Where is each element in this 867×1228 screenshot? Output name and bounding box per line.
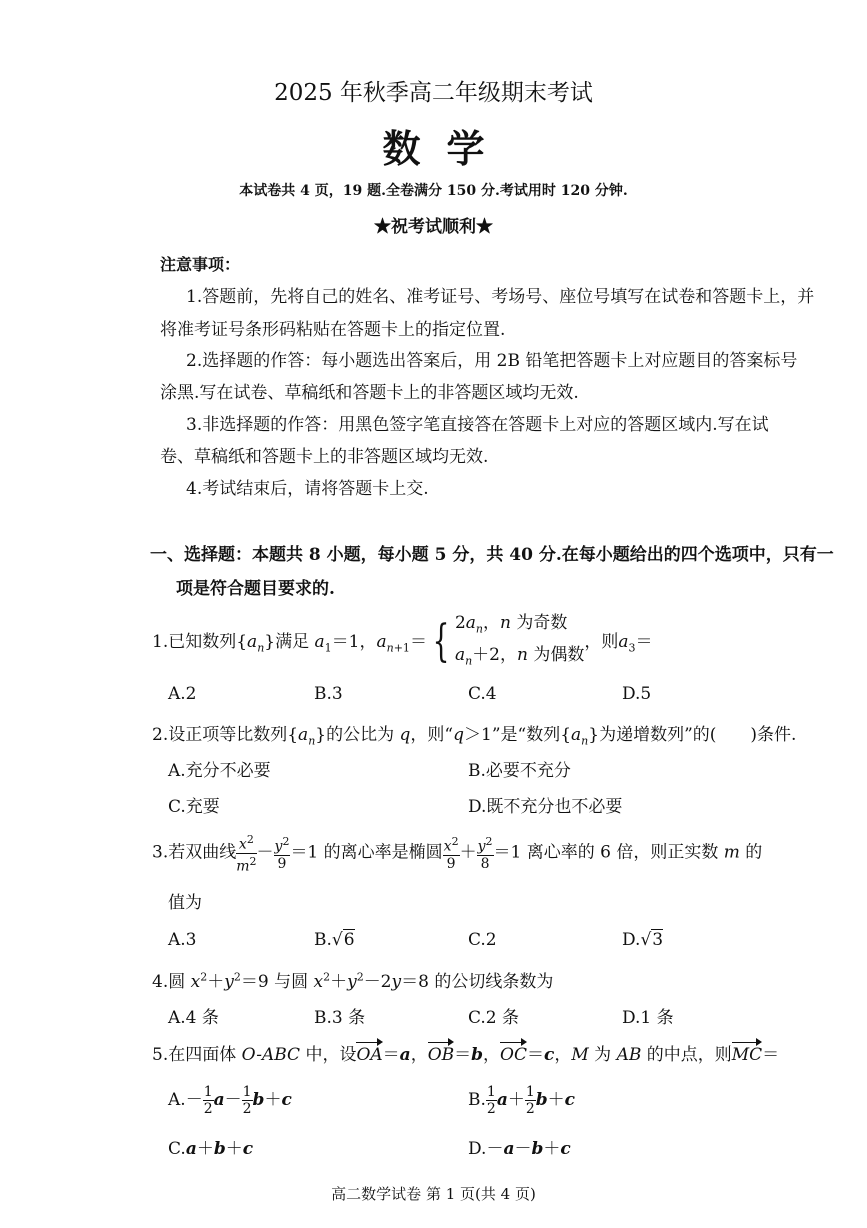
question-3-option-b[interactable]: B.√6 xyxy=(314,930,355,950)
question-4-option-a[interactable]: A.4 条 xyxy=(168,1008,219,1028)
question-1-option-a[interactable]: A.2 xyxy=(168,684,197,704)
question-2-option-a[interactable]: A.充分不必要 xyxy=(168,761,271,781)
page-footer: 高二数学试卷 第 1 页(共 4 页) xyxy=(331,1185,536,1203)
good-luck-banner: ★祝考试顺利★ xyxy=(374,217,493,237)
question-3-stem: 3.若双曲线 $\frac{x^2}{m^2}$ － $\frac{y^2}{9}$ ＝1 的离心率是椭圆 $\frac{x^2}{9}$ ＋ $\frac{y^2}{8}$ ＝1 离心率的 6 倍，则正实数 m 的 xyxy=(152,833,763,875)
notice-item-4: 4.考试结束后，请将答题卡上交. xyxy=(186,479,429,499)
notice-item-3-line-2: 卷、草稿纸和答题卡上的非答题区域均无效. xyxy=(160,447,489,467)
question-2-option-c[interactable]: C.充要 xyxy=(168,797,220,817)
section-1-heading-line-2: 项是符合题目要求的. xyxy=(176,579,335,599)
question-1-option-d[interactable]: D.5 xyxy=(622,684,652,704)
notice-item-1-line-2: 将准考证号条形码粘贴在答题卡上的指定位置. xyxy=(160,320,506,340)
notice-item-1-line-1: 1.答题前，先将自己的姓名、准考证号、考场号、座位号填写在试卷和答题卡上，并 xyxy=(186,287,815,307)
question-5-option-c[interactable]: C.a＋b＋c xyxy=(168,1139,254,1159)
question-1-stem: 1.已知数列$\{a_n\}$满足 $a_1=1$，$a_{n+1}=$ { $2a_n$，n 为奇数 $a_n+2$，n 为偶数，则$a_3=$ xyxy=(152,613,653,668)
section-1-heading-line-1: 一、选择题：本题共 8 小题，每小题 5 分，共 40 分.在每小题给出的四个选项中，只有一 xyxy=(150,545,834,565)
question-3-option-c[interactable]: C.2 xyxy=(468,930,497,950)
question-3-option-d[interactable]: D.√3 xyxy=(622,930,664,950)
question-1-option-b[interactable]: B.3 xyxy=(314,684,343,704)
question-3-stem-line-2: 值为 xyxy=(168,893,202,913)
question-3-option-a[interactable]: A.3 xyxy=(168,930,197,950)
question-2-option-d[interactable]: D.既不充分也不必要 xyxy=(468,797,623,817)
question-5-stem: 5.在四面体 O-ABC 中，设OA＝a，OB＝b，OC＝c，M 为 AB 的中点，则MC＝ xyxy=(152,1045,780,1065)
question-5-option-d[interactable]: D.－a－b＋c xyxy=(468,1139,571,1159)
notice-heading: 注意事项： xyxy=(160,255,241,274)
exam-title: 2025 年秋季高二年级期末考试 xyxy=(274,80,593,106)
question-4-option-c[interactable]: C.2 条 xyxy=(468,1008,520,1028)
question-5-option-b[interactable]: B. $\frac{1}{2}$ a＋ $\frac{1}{2}$ b＋c xyxy=(468,1084,576,1117)
notice-item-2-line-2: 涂黑.写在试卷、草稿纸和答题卡上的非答题区域均无效. xyxy=(160,383,579,403)
question-1-option-c[interactable]: C.4 xyxy=(468,684,497,704)
notice-item-2-line-1: 2.选择题的作答：每小题选出答案后，用 2B 铅笔把答题卡上对应题目的答案标号 xyxy=(186,351,798,371)
question-4-stem: 4.圆 $x^2+y^2=9$ 与圆 $x^2+y^2-2y=8$ 的公切线条数为 xyxy=(152,970,554,992)
notice-item-3-line-1: 3.非选择题的作答：用黑色签字笔直接答在答题卡上对应的答题区域内.写在试 xyxy=(186,415,769,435)
question-4-option-d[interactable]: D.1 条 xyxy=(622,1008,674,1028)
question-2-stem: 2.设正项等比数列$\{a_n\}$的公比为 q，则“q＞1”是“数列$\{a_n\}$为递增数列”的( )条件. xyxy=(152,725,797,748)
question-2-option-b[interactable]: B.必要不充分 xyxy=(468,761,571,781)
question-4-option-b[interactable]: B.3 条 xyxy=(314,1008,366,1028)
exam-info: 本试卷共 4 页，19 题.全卷满分 150 分.考试用时 120 分钟. xyxy=(239,183,628,199)
question-5-option-a[interactable]: A.－ $\frac{1}{2}$ a－ $\frac{1}{2}$ b＋c xyxy=(168,1084,292,1117)
subject-title: 数学 xyxy=(382,126,511,171)
